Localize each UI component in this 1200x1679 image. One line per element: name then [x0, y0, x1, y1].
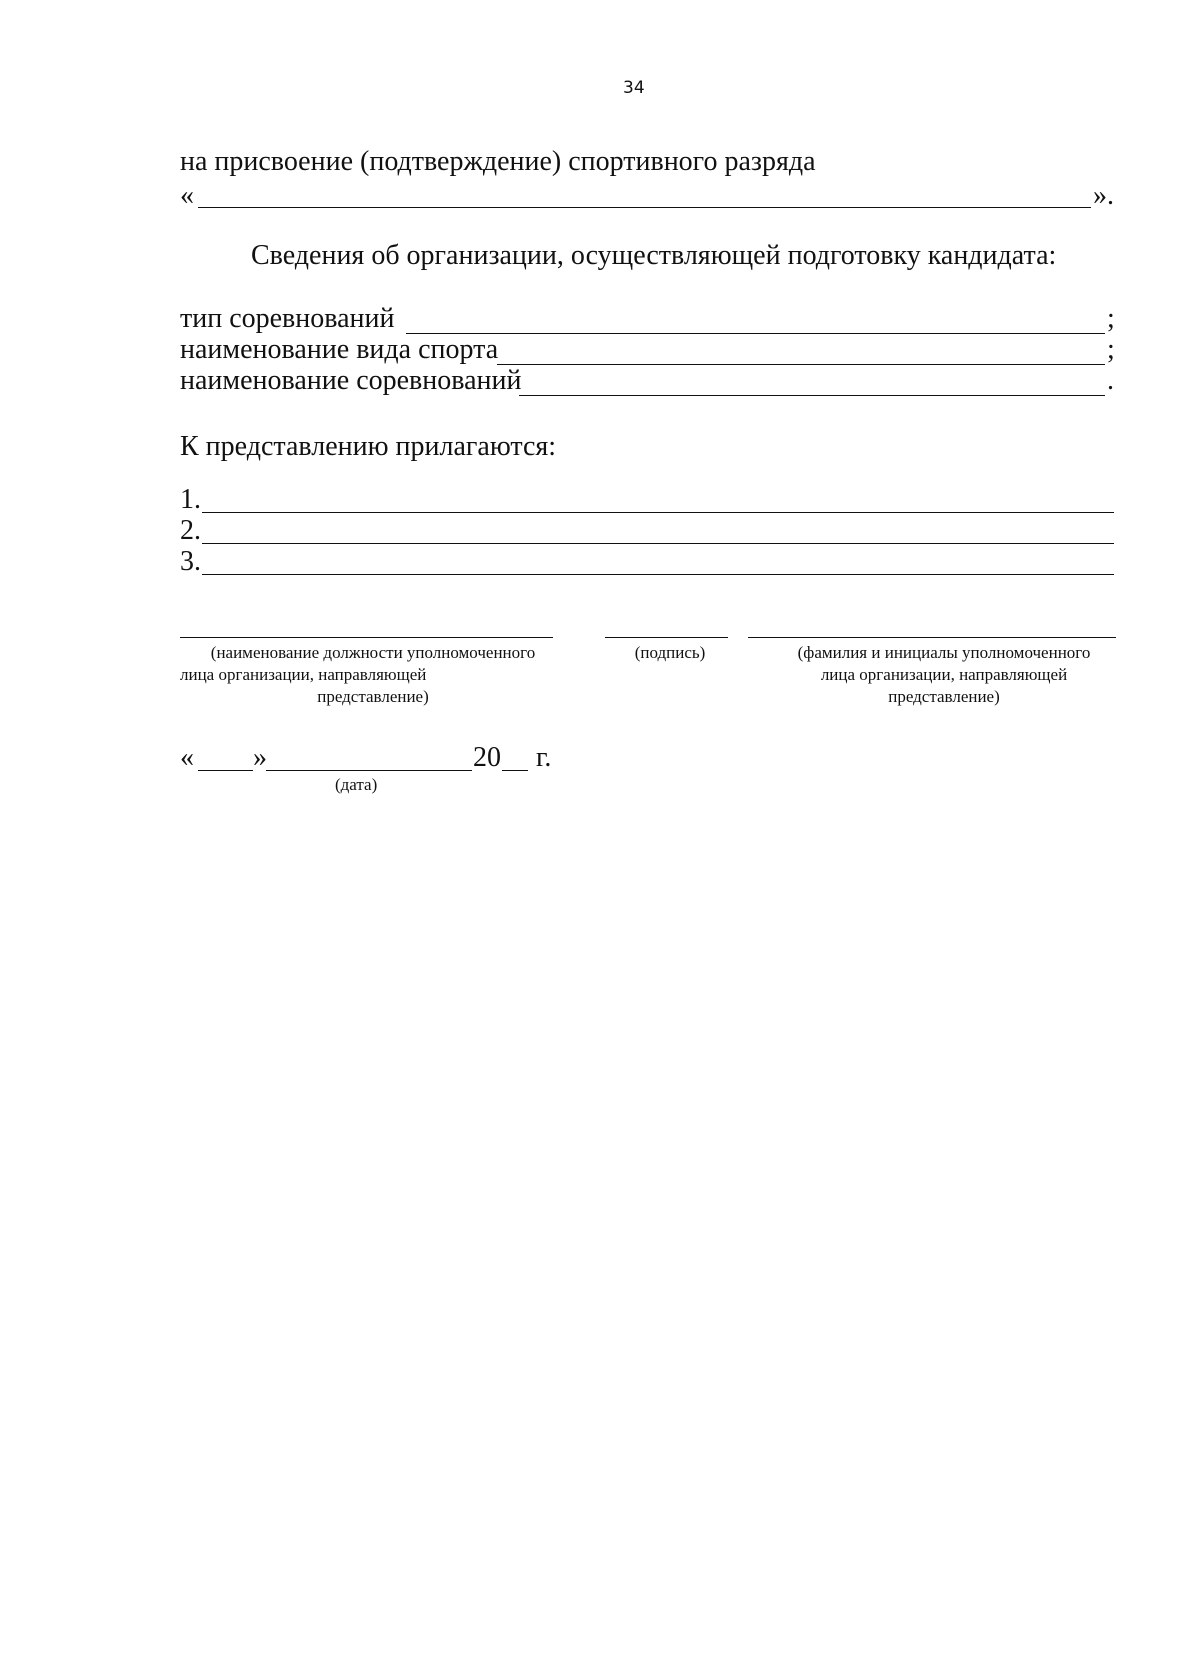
position-caption-line-3: представление): [317, 687, 429, 706]
name-caption: [758, 642, 1130, 708]
signature-caption: (подпись): [634, 643, 706, 662]
position-caption-line-2: лица организации, направляющей: [180, 665, 427, 684]
competition-type-label: тип соревнований: [180, 303, 395, 334]
attachment-line-1[interactable]: [202, 512, 1114, 513]
category-close-quote: ».: [1093, 180, 1114, 211]
position-line[interactable]: [180, 637, 553, 638]
attachment-number-1: 1.: [180, 484, 201, 515]
attachment-number-3: 3.: [180, 546, 201, 577]
sport-name-end: ;: [1107, 334, 1115, 365]
position-caption: [180, 642, 566, 708]
attachment-line-2[interactable]: [202, 543, 1114, 544]
year-prefix: 20: [473, 742, 501, 773]
year-suffix: г.: [536, 742, 552, 773]
name-line[interactable]: [748, 637, 1116, 638]
date-caption: (дата): [335, 775, 378, 794]
sport-name-line[interactable]: [497, 364, 1105, 365]
attachment-line-3[interactable]: [202, 574, 1114, 575]
position-caption-line-1: (наименование должности уполномоченного: [210, 643, 536, 662]
name-caption-line-2: лица организации, направляющей: [820, 665, 1068, 684]
sport-name-label: наименование вида спорта: [180, 334, 499, 365]
year-line[interactable]: [502, 770, 528, 771]
name-caption-line-1: (фамилия и инициалы уполномоченного: [797, 643, 1091, 662]
attachments-heading: К представлению прилагаются:: [180, 431, 557, 462]
name-caption-line-3: представление): [888, 687, 1000, 706]
competition-type-line[interactable]: [406, 333, 1105, 334]
month-line[interactable]: [266, 770, 472, 771]
competition-name-line[interactable]: [519, 395, 1105, 396]
category-open-quote: «: [180, 180, 194, 211]
date-close-quote: »: [253, 742, 267, 773]
date-open-quote: «: [180, 742, 194, 773]
signature-line[interactable]: [605, 637, 728, 638]
page-number: 34: [623, 78, 645, 98]
competition-name-label: наименование соревнований: [180, 365, 522, 396]
organization-heading: Сведения об организации, осуществляющей подготовку кандидата:: [251, 240, 1057, 271]
category-name-line[interactable]: [198, 207, 1091, 208]
competition-name-end: .: [1107, 365, 1114, 396]
competition-type-end: ;: [1107, 303, 1115, 334]
form-purpose-text: на присвоение (подтверждение) спортивного разряда: [180, 146, 816, 177]
attachment-number-2: 2.: [180, 515, 201, 546]
day-line[interactable]: [198, 770, 253, 771]
